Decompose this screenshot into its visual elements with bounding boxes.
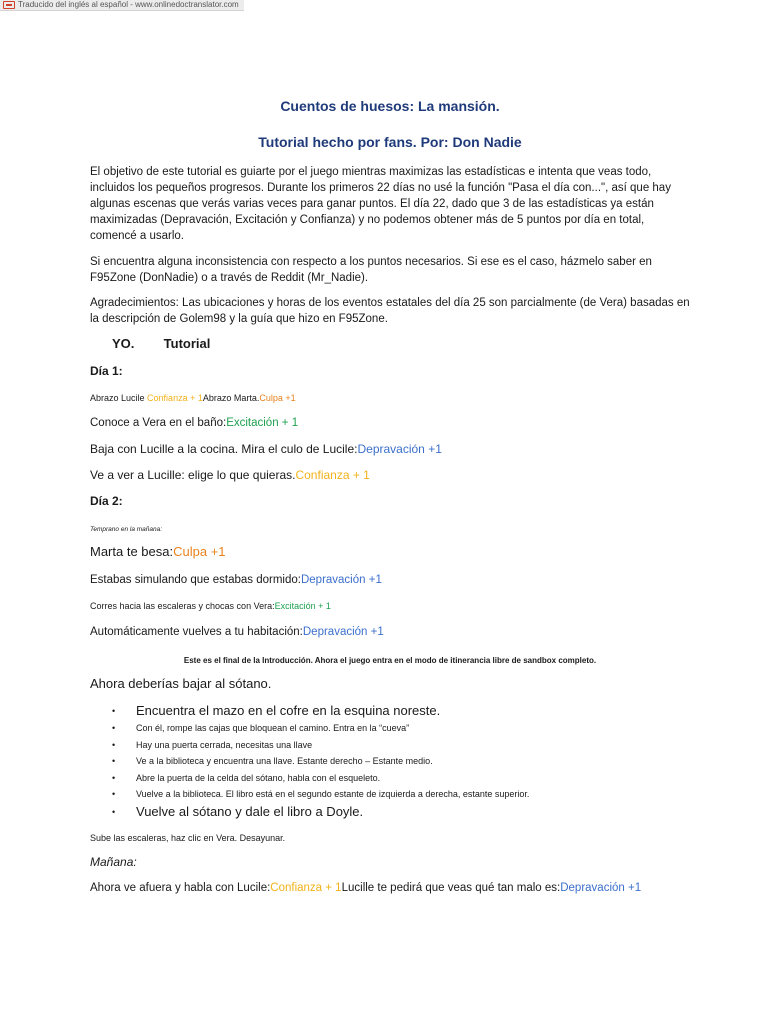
day1-kitchen-line xyxy=(90,441,690,457)
hug-lucile-stat: Confianza + 1 xyxy=(147,393,203,403)
see-text: Ve a ver a Lucille: elige lo que quieras. xyxy=(90,468,296,482)
list-item: • Con él, rompe las cajas que bloquean el camino. Entra en la “cueva” xyxy=(112,720,672,737)
inconsistency-paragraph: Si encuentra alguna inconsistencia con respecto a los puntos necesarios. Si ese es el caso, házmelo saber en F95Zone (DonNadie) o a través de Reddit (Mr_Nadie). xyxy=(90,256,652,284)
end-intro-note: Este es el final de la Introducción. Ahora el juego entra en el modo de itinerancia libre de sandbox completo. xyxy=(183,656,597,665)
vera-stat: Excitación + 1 xyxy=(226,417,299,429)
section-name: Tutorial xyxy=(163,336,211,351)
list-item: • Vuelve a la biblioteca. El libro está en el segundo estante de izquierda a derecha, estante superior. xyxy=(112,786,672,803)
day1-vera-line xyxy=(90,415,690,431)
bullet-icon: • xyxy=(112,706,116,716)
section-number: YO. xyxy=(112,336,135,351)
morning-label: Mañana: xyxy=(90,855,137,869)
document-subtitle: Tutorial hecho por fans. Por: Don Nadie xyxy=(258,134,522,150)
lucille-text: Lucille te pedirá que veas qué tan malo es: xyxy=(341,882,561,894)
asleep-stat: Depravación +1 xyxy=(300,574,382,586)
hug-marta-text: Abrazo Marta. xyxy=(202,393,260,403)
basement-instruction: Ahora deberías bajar al sótano. xyxy=(90,676,272,691)
kiss-stat: Culpa +1 xyxy=(173,544,226,559)
translator-logo-icon xyxy=(3,1,15,9)
basement-steps-list xyxy=(112,702,672,821)
kitchen-text: Baja con Lucille a la cocina. Mira el culo de Lucile: xyxy=(90,442,358,456)
see-stat: Confianza + 1 xyxy=(295,468,370,482)
day2-back-line xyxy=(90,624,690,640)
thanks-paragraph: Agradecimientos: Las ubicaciones y horas de los eventos estatales del día 25 son parcialmente (de Vera) basadas en la descripción de Golem98 y la guía que hizo en F95Zone. xyxy=(90,297,690,325)
stairs-text: Corres hacia las escaleras y chocas con Vera: xyxy=(90,601,275,611)
day1-hugs-line xyxy=(90,390,690,406)
day2-heading: Día 2: xyxy=(90,494,123,508)
bullet-icon: • xyxy=(112,806,116,817)
list-item: • Ve a la biblioteca y encuentra una llave. Estante derecho – Estante medio. xyxy=(112,753,672,770)
hug-lucile-text: Abrazo Lucile xyxy=(90,393,148,403)
asleep-text: Estabas simulando que estabas dormido: xyxy=(90,574,301,586)
bullet-icon: • xyxy=(112,756,116,767)
day1-heading: Día 1: xyxy=(90,364,123,378)
day2-early-note: Temprano en la mañana: xyxy=(90,526,163,533)
document-title: Cuentos de huesos: La mansión. xyxy=(280,98,500,114)
day2-asleep-line xyxy=(90,572,690,588)
lucille-stat: Depravación +1 xyxy=(560,882,642,894)
section-heading xyxy=(112,336,712,352)
vera-text: Conoce a Vera en el baño: xyxy=(90,417,227,429)
outside-stat: Confianza + 1 xyxy=(270,882,342,894)
stairs-stat: Excitación + 1 xyxy=(274,601,331,611)
day2-stairs-line xyxy=(90,598,690,614)
back-text: Automáticamente vuelves a tu habitación: xyxy=(90,626,303,638)
list-item: • Encuentra el mazo en el cofre en la esquina noreste. xyxy=(112,703,441,718)
intro-paragraph: El objetivo de este tutorial es guiarte por el juego mientras maximizas las estadísticas e intenta que veas todo, incluidos los pequeños progresos. Durante los primeros 22 días no usé la función "Pasa el día con...", así que hay algunas escenas que verás varias veces para ganar puntos. El día 22, dado que 3 de las estadísticas ya están maximizadas (Depravación, Excitación y Confianza) y no podemos obtener más de 5 puntos por día en total, comencé a usarlo. xyxy=(90,166,671,242)
bullet-icon: • xyxy=(112,789,116,800)
list-item: • Abre la puerta de la celda del sótano, habla con el esqueleto. xyxy=(112,770,672,787)
list-item: • Hay una puerta cerrada, necesitas una llave xyxy=(112,737,672,754)
translation-banner xyxy=(0,0,244,11)
outside-line xyxy=(90,880,690,896)
stairs-up-line: Sube las escaleras, haz clic en Vera. Desayunar. xyxy=(90,833,286,843)
day2-kiss-line xyxy=(90,544,690,560)
bullet-icon: • xyxy=(112,723,116,733)
bullet-icon: • xyxy=(112,739,116,750)
bullet-icon: • xyxy=(112,772,116,783)
day1-see-line xyxy=(90,467,690,483)
outside-text: Ahora ve afuera y habla con Lucile: xyxy=(90,882,271,894)
kitchen-stat: Depravación +1 xyxy=(357,442,442,456)
hug-marta-stat: Culpa +1 xyxy=(259,393,296,403)
list-item: • Vuelve al sótano y dale el libro a Doyle. xyxy=(112,803,364,819)
kiss-text: Marta te besa: xyxy=(90,544,174,559)
back-stat: Depravación +1 xyxy=(302,626,384,638)
banner-text: Traducido del inglés al español - www.onlinedoctranslator.com xyxy=(18,0,239,9)
